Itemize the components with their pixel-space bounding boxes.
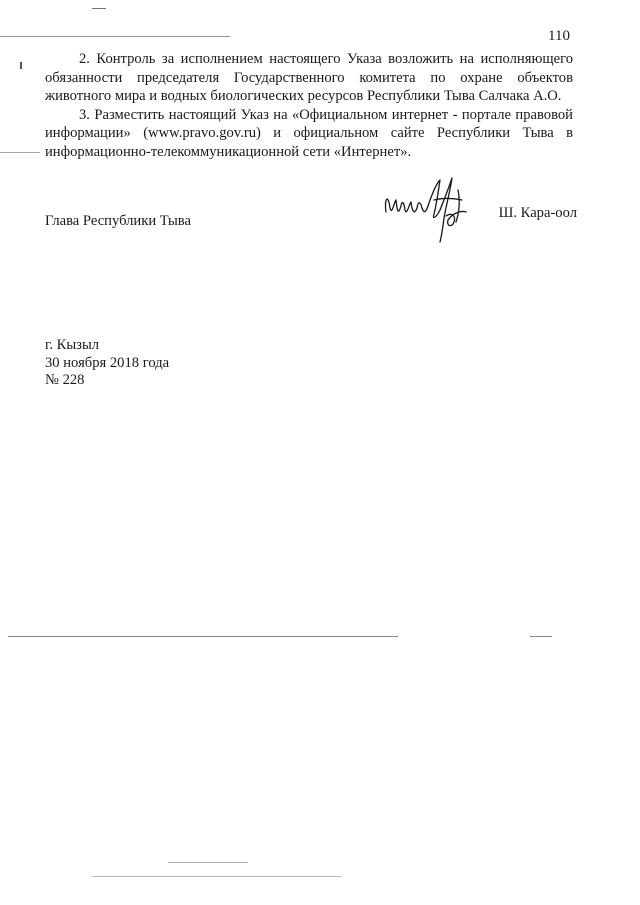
scan-artifact-mid-right <box>530 636 552 637</box>
scan-artifact-mid-left <box>0 152 40 153</box>
document-date: 30 ноября 2018 года <box>45 354 170 371</box>
scan-artifact-bottom-2 <box>92 876 342 877</box>
scan-artifact-margin-mark <box>20 62 22 69</box>
signature-block <box>45 188 577 248</box>
document-meta <box>45 337 169 390</box>
paragraph-3: 3. Разместить настоящий Указ на «Официальном интернет - портале правовой информации» (www.pravo.gov.ru) и официальном сайте Республики Тыва в информационно-телекоммуникационной сети «Интернет». <box>45 106 573 160</box>
place-of-signing: г. Кызыл <box>45 337 100 353</box>
signatory-position: Глава Республики Тыва <box>45 213 191 229</box>
handwritten-signature <box>380 170 490 250</box>
scan-artifact-mid <box>8 636 398 637</box>
document-body <box>45 50 573 161</box>
scan-artifact-top-left <box>0 36 230 37</box>
signatory-name: Ш. Кара-оол <box>498 205 577 221</box>
scan-artifact-top <box>92 8 106 9</box>
page-number: 110 <box>548 28 570 44</box>
document-number: № 228 <box>45 372 85 388</box>
paragraph-2: 2. Контроль за исполнением настоящего Указа возложить на исполняющего обязанности председателя Государственного комитета по охране объектов животного мира и водных биологических ресурсов Республики Тыва Салчака А.О. <box>45 51 573 104</box>
scan-artifact-bottom <box>168 862 248 863</box>
